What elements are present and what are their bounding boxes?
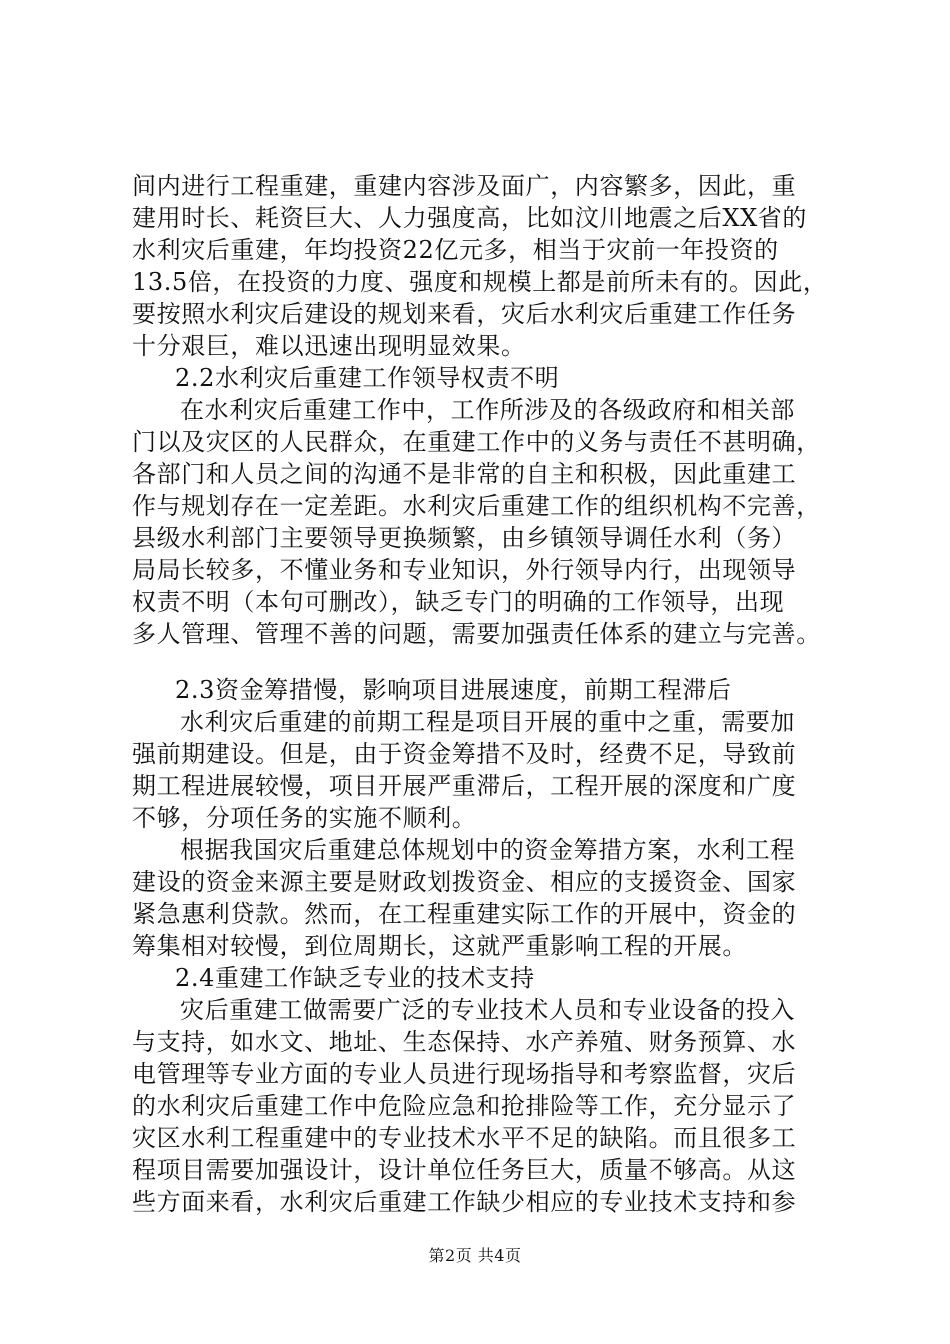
body-text-line: 各部门和人员之间的沟通不是非常的自主和积极，因此重建工 bbox=[132, 460, 797, 488]
body-text-line: 作与规划存在一定差距。水利灾后重建工作的组织机构不完善， bbox=[132, 492, 821, 520]
body-text-line: 建设的资金来源主要是财政划拨资金、相应的支援资金、国家 bbox=[132, 868, 797, 896]
body-text-line: 水利灾后重建的前期工程是项目开展的重中之重，需要加 bbox=[180, 708, 795, 736]
body-text-line: 筹集相对较慢，到位周期长，这就严重影响工程的开展。 bbox=[132, 932, 747, 960]
body-text-line: 灾后重建工做需要广泛的专业技术人员和专业设备的投入 bbox=[180, 996, 795, 1024]
body-text-line: 13.5倍，在投资的力度、强度和规模上都是前所未有的。因此， bbox=[132, 268, 828, 296]
body-text-line: 与支持，如水文、地址、生态保持、水产养殖、财务预算、水 bbox=[132, 1028, 797, 1056]
body-text-line: 强前期建设。但是，由于资金筹措不及时，经费不足，导致前 bbox=[132, 740, 797, 768]
section-heading: 2.4重建工作缺乏专业的技术支持 bbox=[175, 964, 535, 992]
body-text-line: 要按照水利灾后建设的规划来看，灾后水利灾后重建工作任务 bbox=[132, 300, 797, 328]
body-text-line: 在水利灾后重建工作中，工作所涉及的各级政府和相关部 bbox=[180, 396, 795, 424]
body-text-line: 多人管理、管理不善的问题，需要加强责任体系的建立与完善。 bbox=[132, 620, 821, 648]
section-heading: 2.3资金筹措慢，影响项目进展速度，前期工程滞后 bbox=[175, 676, 732, 704]
body-text-line: 十分艰巨，难以迅速出现明显效果。 bbox=[132, 332, 526, 360]
body-text-line: 期工程进展较慢，项目开展严重滞后，工程开展的深度和广度 bbox=[132, 772, 797, 800]
body-text-line: 局局长较多，不懂业务和专业知识，外行领导内行，出现领导 bbox=[132, 556, 797, 584]
body-text-line: 水利灾后重建，年均投资22亿元多，相当于灾前一年投资的 bbox=[132, 236, 779, 264]
body-text-line: 程项目需要加强设计，设计单位任务巨大，质量不够高。从这 bbox=[132, 1156, 797, 1184]
body-text-line: 的水利灾后重建工作中危险应急和抢排险等工作，充分显示了 bbox=[132, 1092, 797, 1120]
body-text-line: 些方面来看，水利灾后重建工作缺少相应的专业技术支持和参 bbox=[132, 1188, 797, 1216]
body-text-line: 灾区水利工程重建中的专业技术水平不足的缺陷。而且很多工 bbox=[132, 1124, 797, 1152]
body-text-line: 不够，分项任务的实施不顺利。 bbox=[132, 804, 477, 832]
body-text-line: 县级水利部门主要领导更换频繁，由乡镇领导调任水利（务） bbox=[132, 524, 797, 552]
body-text-line: 根据我国灾后重建总体规划中的资金筹措方案，水利工程 bbox=[180, 836, 795, 864]
body-text-line: 紧急惠利贷款。然而，在工程重建实际工作的开展中，资金的 bbox=[132, 900, 797, 928]
section-heading: 2.2水利灾后重建工作领导权责不明 bbox=[175, 364, 560, 392]
body-text-line: 电管理等专业方面的专业人员进行现场指导和考察监督，灾后 bbox=[132, 1060, 797, 1088]
body-text-line: 门以及灾区的人民群众，在重建工作中的义务与责任不甚明确， bbox=[132, 428, 821, 456]
body-text-line: 权责不明（本句可删改），缺乏专门的明确的工作领导，出现 bbox=[132, 588, 785, 616]
body-text-line: 间内进行工程重建，重建内容涉及面广，内容繁多，因此，重 bbox=[132, 172, 797, 200]
body-text-line: 建用时长、耗资巨大、人力强度高，比如汶川地震之后XX省的 bbox=[132, 204, 807, 232]
page-number-footer: 第2页 共4页 bbox=[428, 1246, 522, 1265]
